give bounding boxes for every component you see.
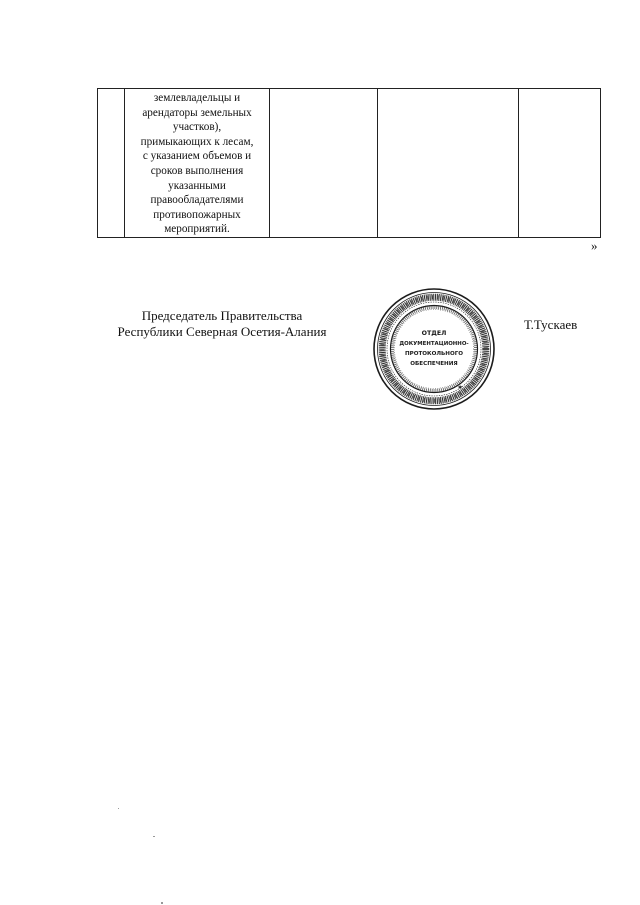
seal-line: ПРОТОКОЛЬНОГО [404, 351, 464, 357]
seal-line: ДОКУМЕНТАЦИОННО- [399, 341, 469, 347]
signatory-title: Председатель Правительства Республики Северная Осетия-Алания [117, 308, 327, 339]
measure-text: землевладельцы и арендаторы земельных участков), примыкающих к лесам, с указанием объемов и сроков выполнения указанными правообладателями противопожарных мероприятий. [140, 92, 254, 236]
official-seal [372, 287, 496, 411]
measure-cell [125, 89, 270, 238]
seal-line: ОБЕСПЕЧЕНИЯ [410, 361, 458, 367]
measures-table [97, 88, 601, 238]
row-number-cell [98, 89, 125, 238]
table-row [98, 89, 601, 238]
scan-speck [153, 836, 155, 837]
svg-text:✱: ✱ [458, 385, 463, 391]
empty-cell [378, 89, 519, 238]
empty-cell [270, 89, 378, 238]
empty-cell [519, 89, 601, 238]
scan-speck [118, 808, 119, 809]
signatory-name: Т.Тускаев [524, 317, 578, 332]
closing-quote: » [591, 238, 598, 253]
scan-speck [161, 902, 163, 904]
seal-line: ОТДЕЛ [421, 330, 447, 337]
